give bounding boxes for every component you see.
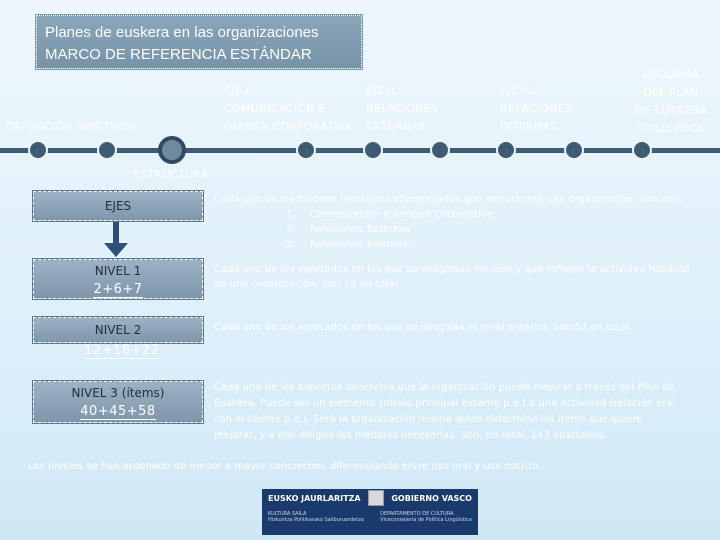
level-box-ejes: [33, 191, 203, 221]
desc-nivel-3: Cada uno de los aspectos concretos que la organización puede mejorar a través del Plan de Euskera. Puede ser un elemento (rótulo principal externo p.e.) o una actividad (relación oral con el cliente p.e.). Será la organización misma quien determine los items que quiere mejorar, y a ello dirigirá las medidas necesarias. Son, en total, 143 apartados.: [214, 382, 676, 441]
desc-nivel-1: Cada uno de los apartados en los que se desglosan los ejes y que reflejan la actividad habitual de una organización. Son 15 en total.: [214, 264, 690, 290]
eje-2-line-2: RELACIONES: [366, 102, 439, 115]
government-logo: [262, 489, 478, 535]
esquema-line-4: CICLO PDCA: [636, 122, 706, 135]
desc-ejes-item: 1. Comunicación e Imagen Corporativa: [286, 209, 493, 220]
desc-ejes: [214, 192, 694, 252]
logo-left-text: EUSKO JAURLARITZA: [268, 493, 361, 503]
eje-1-line-3: IMAGEN CORPORATIVA: [224, 120, 353, 133]
timeline-node-eje-2[interactable]: [363, 140, 383, 160]
timeline-node-5[interactable]: [564, 140, 584, 160]
eje-3-line-2: RELACIONES: [500, 102, 573, 115]
desc-nivel-2: Cada uno de los apartados en los que se desglosa el nivel anterior. Son 52 en total.: [214, 322, 633, 333]
estructura-label: ESTRUCTURA: [133, 168, 209, 181]
esquema-line-3: DE EUSKERA: [635, 104, 707, 117]
logo-sub-left: KULTURA SAILA Hizkuntza Politikarako Sailburuordetza: [268, 511, 364, 523]
level-box-nivel-1: [33, 259, 203, 299]
bottom-note: Los niveles se han ordenado de menor a mayor concrecion, diferenciando entre uso oral y uso escrito.: [28, 461, 542, 472]
timeline-node-eje-1[interactable]: [296, 140, 316, 160]
level-label-ejes: EJES: [104, 199, 132, 213]
level-count-nivel-2: 12+18+22: [84, 343, 160, 358]
level-count-nivel-1: 2+6+7: [93, 282, 143, 297]
esquema-line-2: DEL PLAN: [643, 86, 699, 99]
timeline-node-esquema[interactable]: [632, 140, 652, 160]
eje-1-line-2: COMUNICACIÓN E: [224, 102, 326, 115]
desc-ejes-item: 3. Relaciones Internas.: [286, 239, 411, 250]
title-line-1: Planes de euskera en las organizaciones: [45, 24, 319, 41]
eje-3-line-3: INTERNAS: [500, 120, 558, 133]
desc-ejes-list: [214, 207, 694, 252]
eje-2-header: [366, 82, 438, 136]
eje-1-header: [224, 82, 352, 136]
level-box-nivel-2: [33, 317, 203, 343]
level-label-nivel-3: NIVEL 3 (ítems): [71, 386, 165, 400]
timeline-node-eje-3[interactable]: [430, 140, 450, 160]
eje-2-line-3: EXTERNAS: [366, 120, 426, 133]
esquema-header: [628, 66, 714, 138]
timeline-node-2[interactable]: [97, 140, 117, 160]
esquema-line-1: ESQUEMA: [642, 68, 699, 81]
eje-3-header: [500, 82, 572, 136]
logo-right-text: GOBIERNO VASCO: [391, 493, 472, 503]
desc-ejes-item: 2. Relaciones Externas: [286, 224, 411, 235]
level-label-nivel-1: NIVEL 1: [94, 264, 142, 278]
timeline-node-estructura[interactable]: [158, 136, 186, 164]
definicion-objetivos-label: DEFINICIÓN OBJETIVOS: [6, 120, 138, 133]
title-line-2: MARCO DE REFERENCIA ESTÁNDAR: [45, 46, 312, 63]
logo-bottom-band: [262, 507, 478, 523]
level-label-nivel-2: NIVEL 2: [94, 323, 142, 337]
title-box: [36, 15, 362, 69]
timeline-node-4[interactable]: [496, 140, 516, 160]
arrow-shaft-1: [113, 222, 119, 244]
desc-ejes-intro: Cada uno de los bloques temáticos diferenciados que estructuran una organización. Son tres:: [214, 194, 684, 205]
eje-2-line-1: EJE II.: [366, 84, 399, 97]
arrow-down-icon: [104, 243, 128, 257]
coat-of-arms-icon: [368, 490, 384, 506]
logo-sub-right: DEPARTAMENTO DE CULTURA Viceconsejería de Política Lingüística: [380, 511, 472, 523]
logo-top-band: [262, 489, 478, 507]
level-count-nivel-3: 40+45+58: [80, 404, 156, 419]
eje-3-line-1: EJE III.: [500, 84, 536, 97]
level-box-nivel-3: [33, 381, 203, 423]
eje-1-line-1: EJE I.: [224, 84, 253, 97]
timeline-node-definicion[interactable]: [28, 140, 48, 160]
